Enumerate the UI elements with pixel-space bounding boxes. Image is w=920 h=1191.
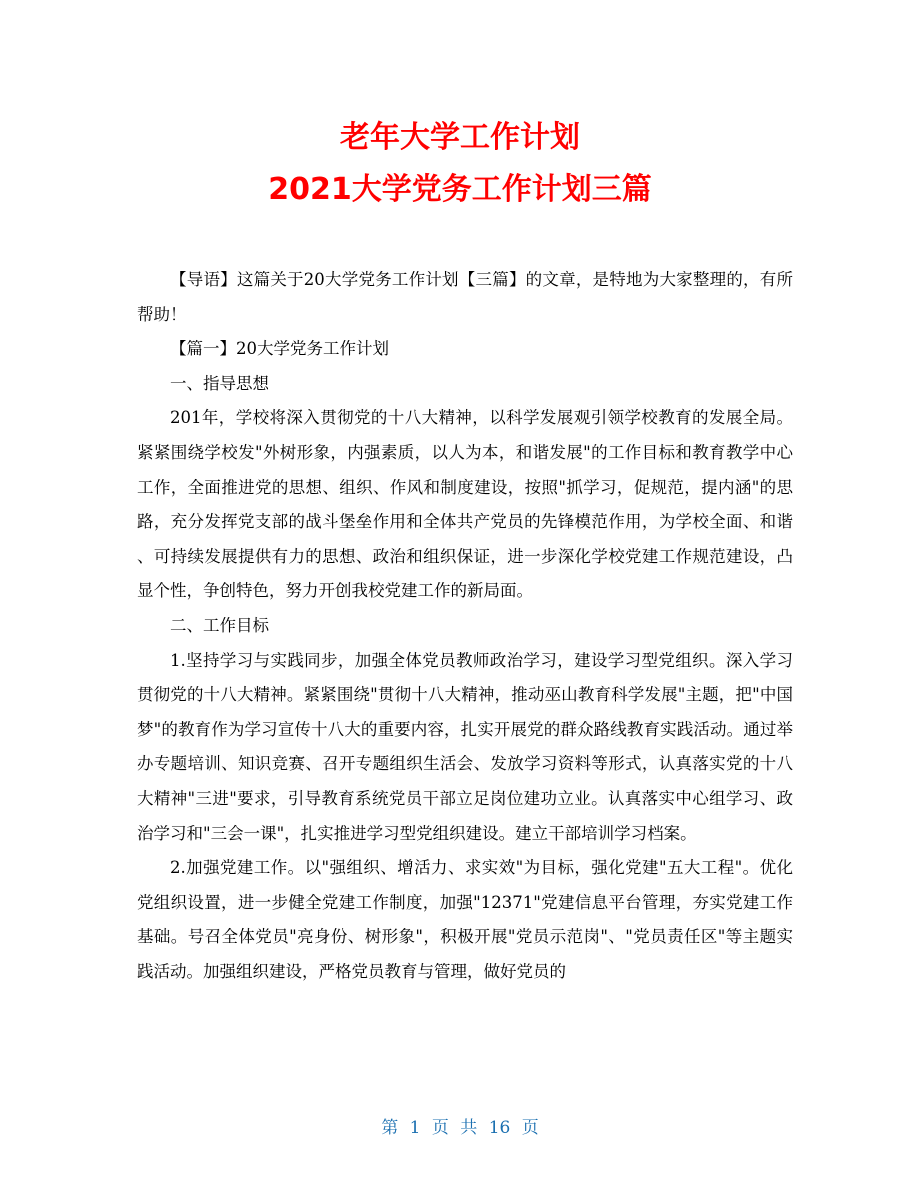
body-paragraph: 2.加强党建工作。以"强组织、增活力、求实效"为目标，强化党建"五大工程"。优化党组织设置，进一步健全党建工作制度，加强"12371"党建信息平台管理，夯实党建工作基础。号召全体党员"亮身份、树形象"，积极开展"党员示范岗"、"党员责任区"等主题实践活动。加强组织建设，严格党员教育与管理，做好党员的 — [137, 858, 793, 981]
intro-paragraph: 【导语】这篇关于20大学党务工作计划【三篇】的文章，是特地为大家整理的，有所帮助！ — [137, 270, 793, 324]
body-paragraph: 201年，学校将深入贯彻党的十八大精神，以科学发展观引领学校教育的发展全局。紧紧围绕学校发"外树形象，内强素质，以人为本，和谐发展"的工作目标和教育教学中心工作，全面推进党的思想、组织、作风和制度建设，按照"抓学习，促规范，提内涵"的思路，充分发挥党支部的战斗堡垒作用和全体共产党员的先锋模范作用，为学校全面、和谐、可持续发展提供有力的思想、政治和组织保证，进一步深化学校党建工作规范建设，凸显个性，争创特色，努力开创我校党建工作的新局面。 — [137, 408, 793, 601]
page-footer: 第 1 页 共 16 页 — [381, 1118, 539, 1138]
subsection-heading: 一、指导思想 — [170, 373, 269, 393]
section-heading: 【篇一】20大学党务工作计划 — [170, 339, 389, 359]
document-title: 老年大学工作计划 — [340, 120, 580, 155]
document-subtitle: 2021大学党务工作计划三篇 — [268, 172, 652, 207]
body-paragraph: 1.坚持学习与实践同步，加强全体党员教师政治学习，建设学习型党组织。深入学习贯彻党的十八大精神。紧紧围绕"贯彻十八大精神，推动巫山教育科学发展"主题，把"中国梦"的教育作为学习宣传十八大的重要内容，扎实开展党的群众路线教育实践活动。通过举办专题培训、知识竞赛、召开专题组织生活会、发放学习资料等形式，认真落实党的十八大精神"三进"要求，引导教育系统党员干部立足岗位建功立业。认真落实中心组学习、政治学习和"三会一课"，扎实推进学习型党组织建设。建立干部培训学习档案。 — [137, 650, 793, 843]
subsection-heading: 二、工作目标 — [170, 615, 269, 635]
document-body — [137, 263, 793, 989]
